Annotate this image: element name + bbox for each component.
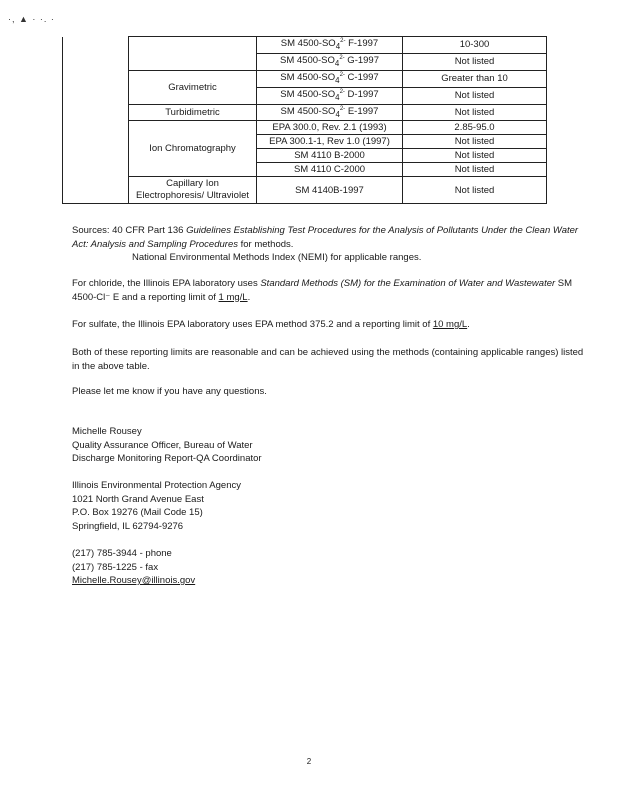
standard-cell: EPA 300.0, Rev. 2.1 (1993): [257, 121, 403, 135]
analyte-cell: [63, 37, 129, 204]
range-cell: Not listed: [403, 149, 547, 163]
address-pobox: P.O. Box 19276 (Mail Code 15): [72, 507, 203, 518]
method-cell-capillary: Capillary Ion Electrophoresis/ Ultraviolet: [129, 177, 257, 204]
range-cell: Greater than 10: [403, 70, 547, 87]
range-cell: Not listed: [403, 87, 547, 104]
address-org: Illinois Environmental Protection Agency: [72, 480, 241, 491]
signature-name: Michelle Rousey: [72, 426, 142, 437]
signature-title: Quality Assurance Officer, Bureau of Water: [72, 439, 253, 451]
range-cell: 10-300: [403, 37, 547, 54]
signature-title: Discharge Monitoring Report-QA Coordinator: [72, 453, 262, 464]
standard-cell: SM 4140B-1997: [257, 177, 403, 204]
table-row: [63, 177, 547, 204]
chloride-paragraph: For chloride, the Illinois EPA laboratory uses Standard Methods (SM) for the Examination of Water and Wastewater SM 4500-Cl⁻ E and a reporting limit of 1 mg/L.: [72, 278, 573, 303]
standard-cell: EPA 300.1-1, Rev 1.0 (1997): [257, 135, 403, 149]
method-cell: [129, 37, 257, 71]
method-cell-turbidimetric: Turbidimetric: [129, 104, 257, 121]
standard-cell: SM 4110 C-2000: [257, 163, 403, 177]
standard-cell: SM $4500-SO_4^{2-}$ G-1997: [257, 53, 403, 70]
sulfate-paragraph: For sulfate, the Illinois EPA laboratory uses EPA method 375.2 and a reporting limit of 10 mg/L.: [72, 319, 470, 330]
standard-cell: SM $4500-SO_4^{2-}$ D-1997: [257, 87, 403, 104]
table-row: [63, 104, 547, 121]
range-cell: 2.85-95.0: [403, 121, 547, 135]
sources-nemi-line: National Environmental Methods Index (NEMI) for applicable ranges.: [132, 252, 422, 263]
method-cell-ion-chromatography: Ion Chromatography: [129, 121, 257, 177]
contact-email-link[interactable]: Michelle.Rousey@illinois.gov: [72, 575, 196, 586]
contact-phone: (217) 785-3944 - phone: [72, 548, 172, 559]
address-street: 1021 North Grand Avenue East: [72, 493, 204, 505]
scan-corner-mark: ·, ▲ · ·. ·: [8, 14, 55, 24]
signature-block: [72, 425, 592, 466]
standard-cell: SM 4110 B-2000: [257, 149, 403, 163]
contact-fax: (217) 785-1225 - fax: [72, 561, 159, 573]
method-cell-gravimetric: Gravimetric: [129, 70, 257, 104]
closing-line: Please let me know if you have any questions.: [72, 386, 267, 397]
range-cell: Not listed: [403, 163, 547, 177]
method-table: [62, 36, 547, 204]
address-city: Springfield, IL 62794-9276: [72, 520, 184, 532]
table-row: [63, 121, 547, 135]
range-cell: Not listed: [403, 53, 547, 70]
contact-block: [72, 547, 592, 588]
table-row: [63, 70, 547, 87]
reporting-limits-paragraph: Both of these reporting limits are reasonable and can be achieved using the methods (containing applicable ranges) listed in the above table.: [72, 347, 584, 372]
page-number: 2: [306, 757, 312, 766]
standard-cell: SM $4500-SO_4^{2-}$ E-1997: [257, 104, 403, 121]
range-cell: Not listed: [403, 177, 547, 204]
standard-cell: SM $4500-SO_4^{2-}$ F-1997: [257, 37, 403, 54]
address-block: [72, 479, 592, 533]
sources-paragraph: Sources: 40 CFR Part 136 Guidelines Establishing Test Procedures for the Analysis of Pollutants Under the Clean Water Act: Analysis and Sampling Procedures for methods. National Environmental Methods Index (NEMI) for applicable ranges.: [72, 224, 592, 265]
range-cell: Not listed: [403, 135, 547, 149]
table-row: [63, 37, 547, 54]
standard-cell: SM $4500-SO_4^{2-}$ C-1997: [257, 70, 403, 87]
range-cell: Not listed: [403, 104, 547, 121]
